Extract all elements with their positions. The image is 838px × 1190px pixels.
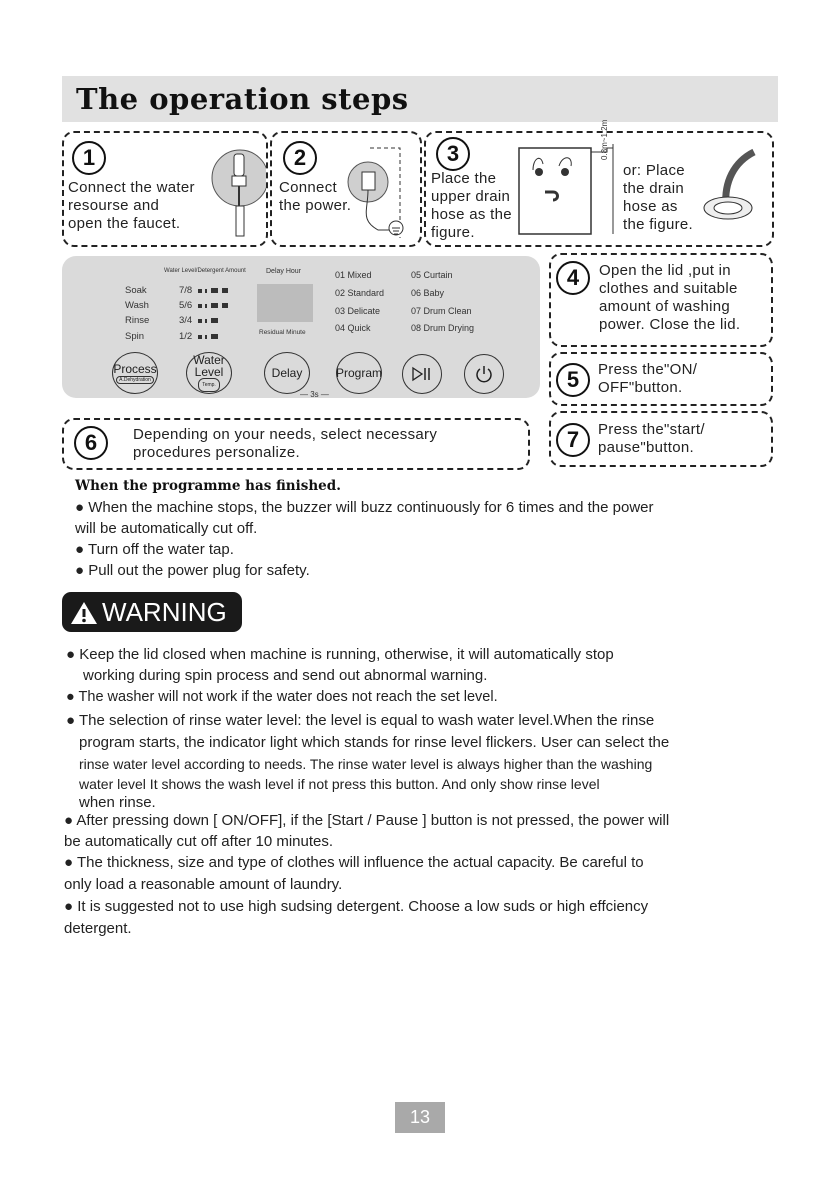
warning-line: program starts, the indicator light which stands for rinse level flickers. User can select the	[79, 734, 670, 751]
play-pause-icon	[411, 366, 433, 382]
program-04: 04 Quick	[335, 323, 371, 333]
finished-list	[75, 497, 795, 581]
delay-button[interactable]	[264, 352, 310, 394]
step-1-number: 1	[72, 141, 106, 175]
delay-header: Delay Hour	[266, 268, 302, 275]
warning-line: ● After pressing down [ ON/OFF], if the [Start / Pause ] button is not pressed, the power will	[64, 812, 670, 829]
program-06: 06 Baby	[411, 288, 445, 298]
step-5-number: 5	[556, 363, 590, 397]
row-spin-label: Spin	[125, 331, 145, 342]
program-03: 03 Delicate	[335, 306, 381, 316]
start-pause-button[interactable]	[402, 354, 442, 394]
power-icon	[474, 364, 494, 384]
warning-line: working during spin process and send out abnormal warning.	[83, 667, 488, 684]
power-button[interactable]	[464, 354, 504, 394]
step-4-number: 4	[556, 261, 590, 295]
finished-item: will be automatically cut off.	[75, 520, 258, 537]
warning-triangle-icon	[70, 601, 98, 625]
warning-line: when rinse.	[79, 794, 156, 811]
program-08: 08 Drum Drying	[411, 323, 475, 333]
warning-line: ● The washer will not work if the water does not reach the set level.	[66, 689, 498, 705]
row-spin-value: 1/2	[179, 331, 193, 342]
page-number: 13	[395, 1102, 445, 1133]
process-sublabel: A.Dehydration	[116, 376, 154, 384]
child-lock-label: — 3s —	[300, 390, 329, 399]
finished-item: ● Turn off the water tap.	[75, 541, 234, 558]
step-7-text: Press the"start/ pause"button.	[598, 421, 705, 456]
step-5-text: Press the"ON/ OFF"button.	[598, 361, 698, 396]
warning-line: water level It shows the wash level if not press this button. And only show rinse level	[79, 776, 600, 792]
finished-item: ● When the machine stops, the buzzer will buzz continuously for 6 times and the power	[75, 499, 654, 516]
step-2-number: 2	[283, 141, 317, 175]
program-label: Program	[336, 366, 383, 380]
floor-drain-icon	[698, 146, 768, 226]
water-level-label-1: Water	[193, 353, 225, 367]
warning-line: detergent.	[64, 920, 132, 937]
program-button[interactable]	[336, 352, 382, 394]
process-label: Process	[113, 362, 157, 376]
warning-badge	[62, 592, 242, 632]
warning-line: ● It is suggested not to use high sudsing detergent. Choose a low suds or high effciency	[64, 898, 649, 915]
row-wash-value: 5/6	[179, 300, 193, 311]
water-level-sublabel: Temp.	[198, 378, 220, 392]
faucet-icon	[208, 138, 266, 238]
warning-line: rinse water level according to needs. The rinse water level is always higher than the washing	[79, 756, 653, 772]
row-wash-label: Wash	[125, 300, 149, 311]
row-soak-label: Soak	[125, 285, 147, 296]
page-title: The operation steps	[76, 82, 409, 116]
step-6-number: 6	[74, 426, 108, 460]
warning-line: be automatically cut off after 10 minutes.	[64, 833, 334, 850]
detergent-level-icons	[198, 285, 238, 345]
finished-heading: When the programme has finished.	[75, 478, 341, 494]
row-rinse-label: Rinse	[125, 315, 150, 326]
step-3-alt-text: or: Place the drain hose as the figure.	[623, 162, 694, 233]
power-plug-icon	[340, 140, 410, 240]
finished-item: ● Pull out the power plug for safety.	[75, 562, 310, 579]
row-rinse-value: 3/4	[179, 315, 193, 326]
water-level-button[interactable]	[186, 352, 232, 394]
step-3-text: Place the upper drain hose as the figure.	[431, 170, 512, 241]
warning-label: WARNING	[102, 597, 227, 627]
program-01: 01 Mixed	[335, 270, 372, 280]
warning-line: ● Keep the lid closed when machine is running, otherwise, it will automatically stop	[66, 646, 614, 663]
row-soak-value: 7/8	[179, 285, 193, 296]
step-3-number: 3	[436, 137, 470, 171]
step-6-text: Depending on your needs, select necessary procedures personalize.	[133, 426, 438, 461]
delay-label: Delay	[271, 366, 303, 380]
water-level-header: Water Level/Detergent Amount	[164, 268, 246, 274]
program-05: 05 Curtain	[411, 270, 453, 280]
display-screen	[257, 284, 313, 322]
step-2-text: Connect the power.	[279, 179, 352, 214]
residual-minute-label: Residual Minute	[259, 329, 306, 336]
program-02: 02 Standard	[335, 288, 385, 298]
warning-line: only load a reasonable amount of laundry.	[64, 876, 343, 893]
height-label: 0.8m~1.2m	[600, 119, 609, 160]
step-1-text: Connect the water resourse and open the faucet.	[68, 179, 195, 232]
step-7-number: 7	[556, 423, 590, 457]
process-button[interactable]	[112, 352, 158, 394]
program-07: 07 Drum Clean	[411, 306, 472, 316]
step-4-text: Open the lid ,put in clothes and suitable amount of washing power. Close the lid.	[599, 262, 741, 333]
warning-line: ● The selection of rinse water level: the level is equal to wash water level.When the rinse	[66, 712, 655, 729]
water-level-label-2: Level	[194, 365, 224, 379]
warning-line: ● The thickness, size and type of clothes will influence the actual capacity. Be careful to	[64, 854, 644, 871]
